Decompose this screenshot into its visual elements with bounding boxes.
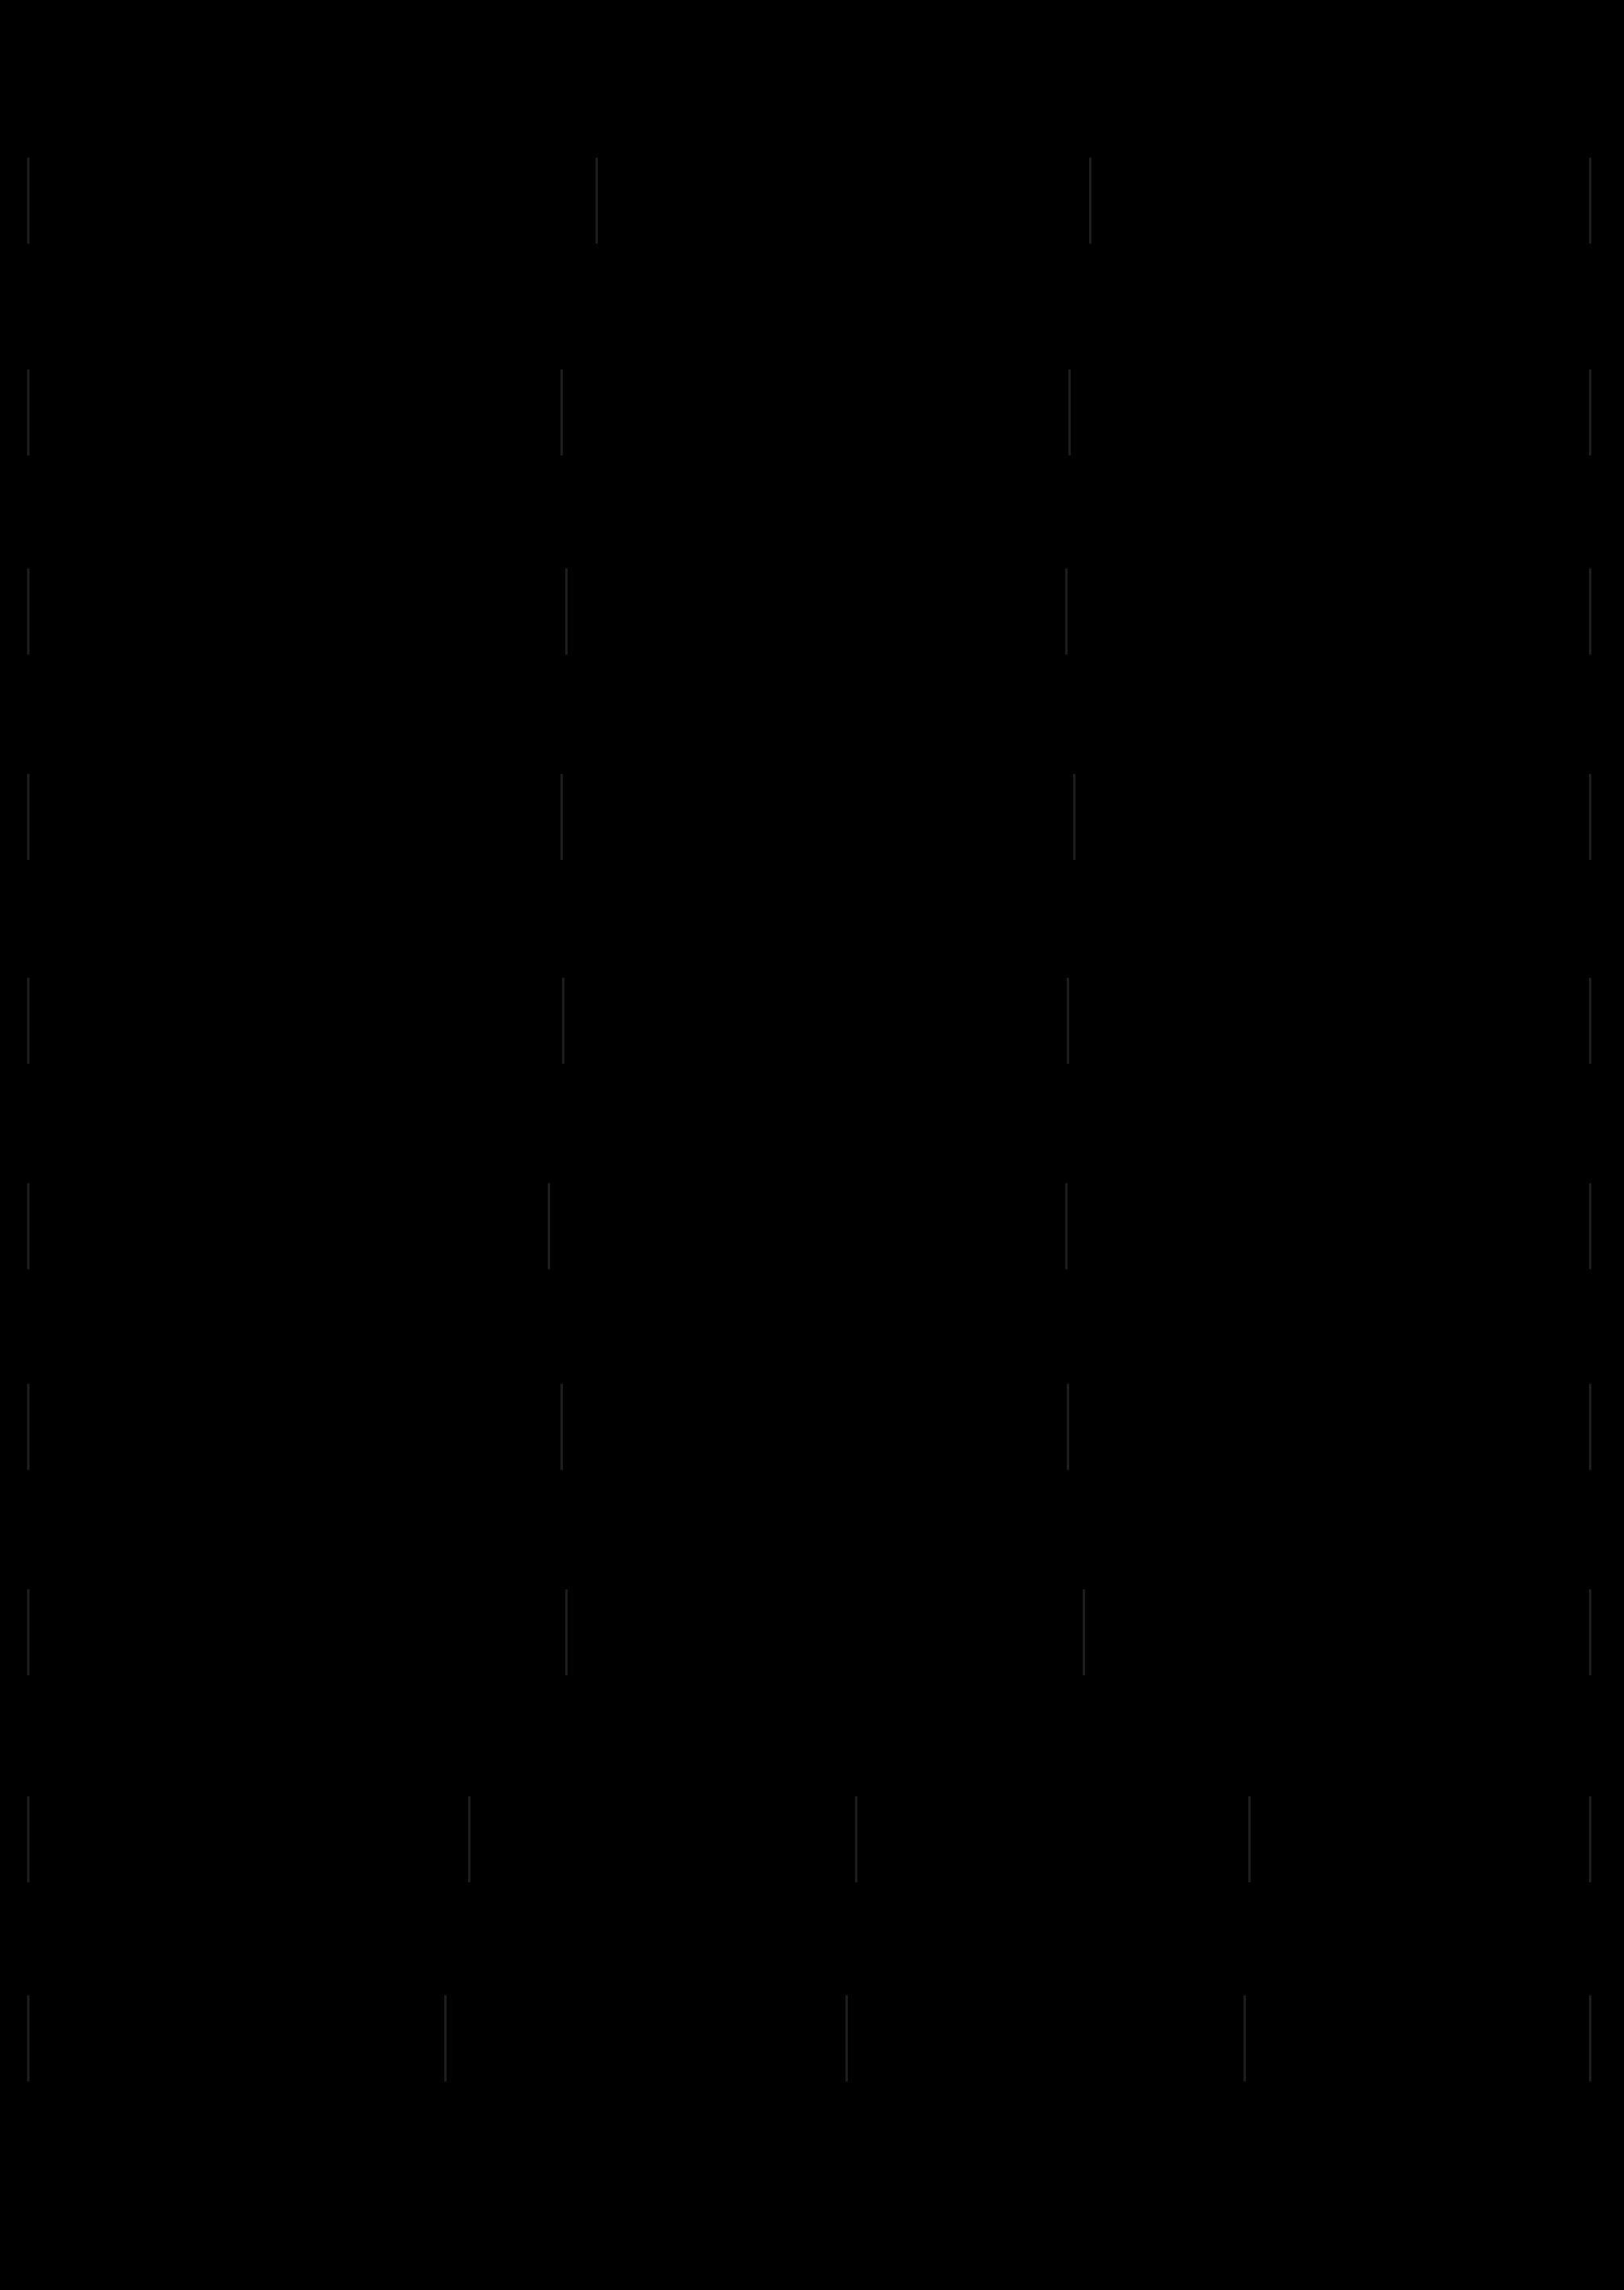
column-divider-mark: [1089, 158, 1091, 244]
column-divider-mark: [845, 1995, 848, 2081]
column-divider-mark: [27, 158, 29, 244]
column-divider-mark: [1589, 774, 1591, 860]
column-divider-mark: [1243, 1995, 1246, 2081]
column-divider-mark: [27, 774, 29, 860]
column-divider-mark: [468, 1796, 470, 1882]
column-divider-mark: [1589, 1796, 1591, 1882]
column-divider-mark: [1073, 774, 1076, 860]
column-divider-mark: [1067, 978, 1069, 1064]
column-divider-mark: [560, 774, 563, 860]
column-divider-mark: [1589, 1183, 1591, 1269]
column-divider-mark: [27, 1589, 29, 1675]
column-divider-mark: [27, 569, 29, 655]
column-divider-mark: [1589, 569, 1591, 655]
column-divider-mark: [560, 369, 563, 455]
column-divider-mark: [1589, 369, 1591, 455]
column-divider-mark: [1589, 1384, 1591, 1470]
column-divider-mark: [595, 158, 598, 244]
column-divider-mark: [27, 978, 29, 1064]
column-divider-mark: [565, 1589, 568, 1675]
column-divider-mark: [1083, 1589, 1085, 1675]
column-divider-mark: [1065, 569, 1068, 655]
column-divider-mark: [444, 1995, 447, 2081]
column-divider-mark: [565, 569, 568, 655]
column-divider-mark: [1067, 1384, 1069, 1470]
column-divider-mark: [27, 1995, 29, 2081]
column-divider-mark: [1248, 1796, 1251, 1882]
column-divider-mark: [548, 1183, 550, 1269]
column-divider-mark: [27, 1796, 29, 1882]
column-divider-mark: [562, 978, 564, 1064]
column-divider-mark: [1589, 1995, 1591, 2081]
column-divider-mark: [1065, 1183, 1068, 1269]
column-divider-mark: [27, 369, 29, 455]
column-divider-mark: [1068, 369, 1071, 455]
column-divider-mark: [1589, 978, 1591, 1064]
column-divider-mark: [1589, 158, 1591, 244]
column-divider-mark: [27, 1384, 29, 1470]
column-divider-mark: [1589, 1589, 1591, 1675]
column-divider-mark: [855, 1796, 857, 1882]
column-divider-mark: [560, 1384, 563, 1470]
column-divider-mark: [27, 1183, 29, 1269]
